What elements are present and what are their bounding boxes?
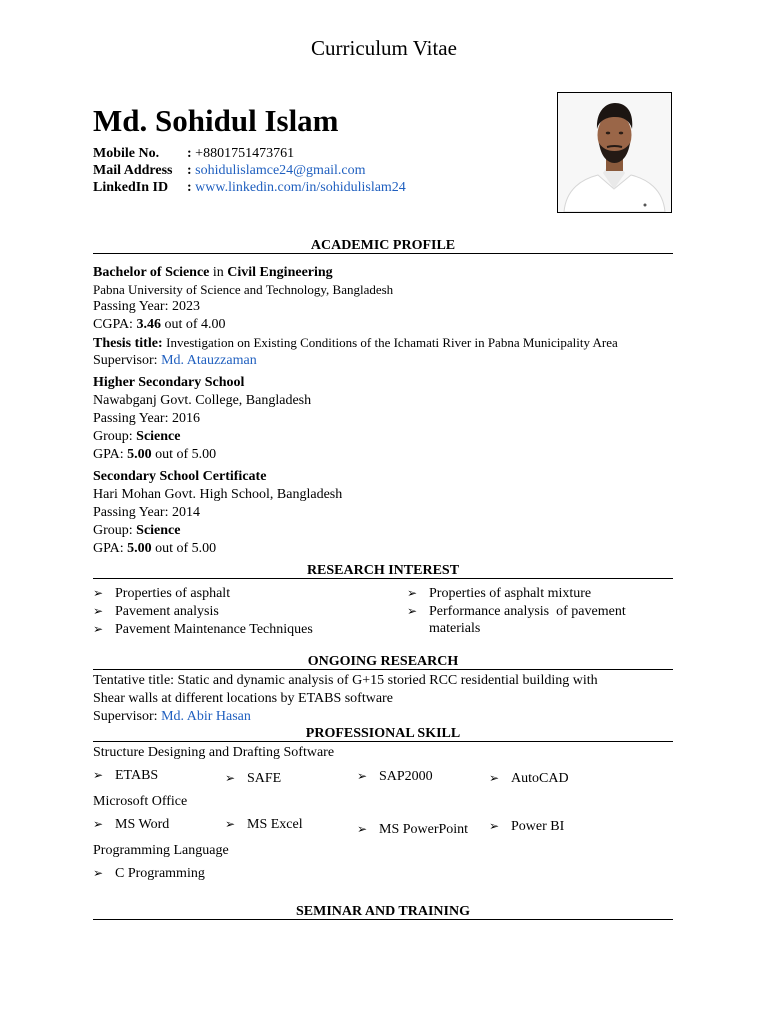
skill-item [489,817,564,836]
arrowhead-bullet-icon: ➢ [407,586,418,600]
ongoing-heading: ONGOING RESEARCH [307,654,459,669]
research-item-label: Properties of asphalt [115,586,231,601]
hsc-group-value: Science [136,429,181,444]
skill-item [357,820,468,839]
hsc-institution: Nawabganj Govt. College, Bangladesh [93,393,312,408]
research-item [93,602,219,621]
hsc-gpa-rest: out of 5.00 [151,447,217,462]
arrowhead-bullet-icon: ➢ [93,604,104,618]
research-item [93,620,313,639]
ssc-title: Secondary School Certificate [93,469,267,484]
supervisor-label: Supervisor: [93,353,162,368]
ssc-group-label: Group: [93,523,137,538]
hsc-passing: Passing Year: 2016 [93,411,200,426]
email-link[interactable]: sohidulislamce24@gmail.com [195,163,366,178]
ssc-group-value: Science [136,523,181,538]
mobile-label: Mobile No. [93,146,160,161]
cgpa-rest: out of 4.00 [160,317,226,332]
ongoing-title-line2: Shear walls at different locations by ETABS software [93,691,393,706]
mobile-sep: : [187,146,192,161]
thesis-label: Thesis title: [93,336,167,351]
academic-heading: ACADEMIC PROFILE [310,238,456,253]
hsc-gpa-value: 5.00 [127,447,152,462]
skills-heading: PROFESSIONAL SKILL [305,726,461,741]
mail-sep: : [187,163,192,178]
mobile-row [93,145,294,163]
ssc-gpa-value: 5.00 [127,541,152,556]
skill-label: Power BI [511,819,565,834]
ssc-passing: Passing Year: 2014 [93,505,200,520]
research-item-label: Pavement analysis [115,604,219,619]
skill-item [357,767,433,786]
bsc-degree-field: Civil Engineering [227,265,333,280]
profile-photo-image [558,93,671,212]
hsc-group [93,428,181,446]
linkedin-row [93,179,406,197]
bsc-institution: Pabna University of Science and Technology, Bangladesh [93,282,394,297]
research-item [407,584,591,603]
research-item-label: Pavement Maintenance Techniques [115,622,313,637]
ongoing-supervisor-label: Supervisor: [93,709,162,724]
supervisor-name[interactable]: Md. Atauzzaman [161,353,257,368]
skill-item [93,815,169,834]
research-item-continuation: materials [429,621,481,636]
bsc-passing: Passing Year: 2023 [93,299,200,314]
arrowhead-bullet-icon: ➢ [225,817,236,831]
arrowhead-bullet-icon: ➢ [489,771,500,785]
bsc-thesis [93,334,618,353]
skill-label: SAP2000 [379,769,433,784]
research-item [93,584,230,603]
bsc-degree [93,264,333,282]
arrowhead-bullet-icon: ➢ [357,822,368,836]
skill-item [225,769,281,788]
ongoing-supervisor [93,708,251,726]
hsc-group-label: Group: [93,429,137,444]
research-heading: RESEARCH INTEREST [306,563,460,578]
arrowhead-bullet-icon: ➢ [357,769,368,783]
document-title: Curriculum Vitae [311,36,457,60]
skill-item [489,769,569,788]
ssc-gpa [93,540,216,558]
skill-item [225,815,303,834]
skill-label: MS PowerPoint [379,822,469,837]
ongoing-title-line1: Tentative title: Static and dynamic analysis of G+15 storied RCC residential building with [93,673,598,688]
office-label: Microsoft Office [93,794,188,809]
skill-label: C Programming [115,866,205,881]
mobile-value: +8801751473761 [195,146,295,161]
skill-item [93,864,205,883]
bsc-supervisor [93,352,257,370]
ssc-institution: Hari Mohan Govt. High School, Bangladesh [93,487,343,502]
hsc-gpa-label: GPA: [93,447,128,462]
structure-software-label: Structure Designing and Drafting Software [93,745,335,760]
skill-label: MS Excel [247,817,303,832]
skill-label: SAFE [247,771,282,786]
skill-label: ETABS [115,768,159,783]
ongoing-supervisor-name[interactable]: Md. Abir Hasan [161,709,251,724]
hsc-gpa [93,446,216,464]
arrowhead-bullet-icon: ➢ [225,771,236,785]
mail-row [93,162,366,180]
arrowhead-bullet-icon: ➢ [93,622,104,636]
arrowhead-bullet-icon: ➢ [93,586,104,600]
skill-label: MS Word [115,817,170,832]
cgpa-value: 3.46 [136,317,161,332]
research-item-label: Properties of asphalt mixture [429,586,592,601]
skills-rule [93,741,673,742]
candidate-name: Md. Sohidul Islam [93,103,339,138]
research-item [407,602,626,621]
programming-label: Programming Language [93,843,229,858]
research-rule [93,578,673,579]
arrowhead-bullet-icon: ➢ [93,866,104,880]
seminar-heading: SEMINAR AND TRAINING [296,904,470,919]
ssc-gpa-rest: out of 5.00 [151,541,217,556]
profile-photo [557,92,672,213]
ssc-group [93,522,181,540]
ssc-gpa-label: GPA: [93,541,128,556]
arrowhead-bullet-icon: ➢ [489,819,500,833]
linkedin-sep: : [187,180,192,195]
bsc-degree-in: in [209,265,228,280]
skill-label: AutoCAD [511,771,569,786]
linkedin-link[interactable]: www.linkedin.com/in/sohidulislam24 [195,180,406,195]
arrowhead-bullet-icon: ➢ [93,817,104,831]
mail-label: Mail Address [93,163,173,178]
thesis-title: Investigation on Existing Conditions of the Ichamati River in Pabna Municipality Area [166,335,618,350]
hsc-title: Higher Secondary School [93,375,245,390]
cgpa-label: CGPA: [93,317,137,332]
seminar-rule [93,919,673,920]
arrowhead-bullet-icon: ➢ [93,768,104,782]
academic-rule [93,253,673,254]
skill-item [93,766,158,785]
research-item-label: Performance analysis of pavement [429,604,626,619]
linkedin-label: LinkedIn ID [93,180,169,195]
bsc-degree-title: Bachelor of Science [93,265,210,280]
bsc-cgpa [93,316,226,334]
ongoing-rule [93,669,673,670]
arrowhead-bullet-icon: ➢ [407,604,418,618]
